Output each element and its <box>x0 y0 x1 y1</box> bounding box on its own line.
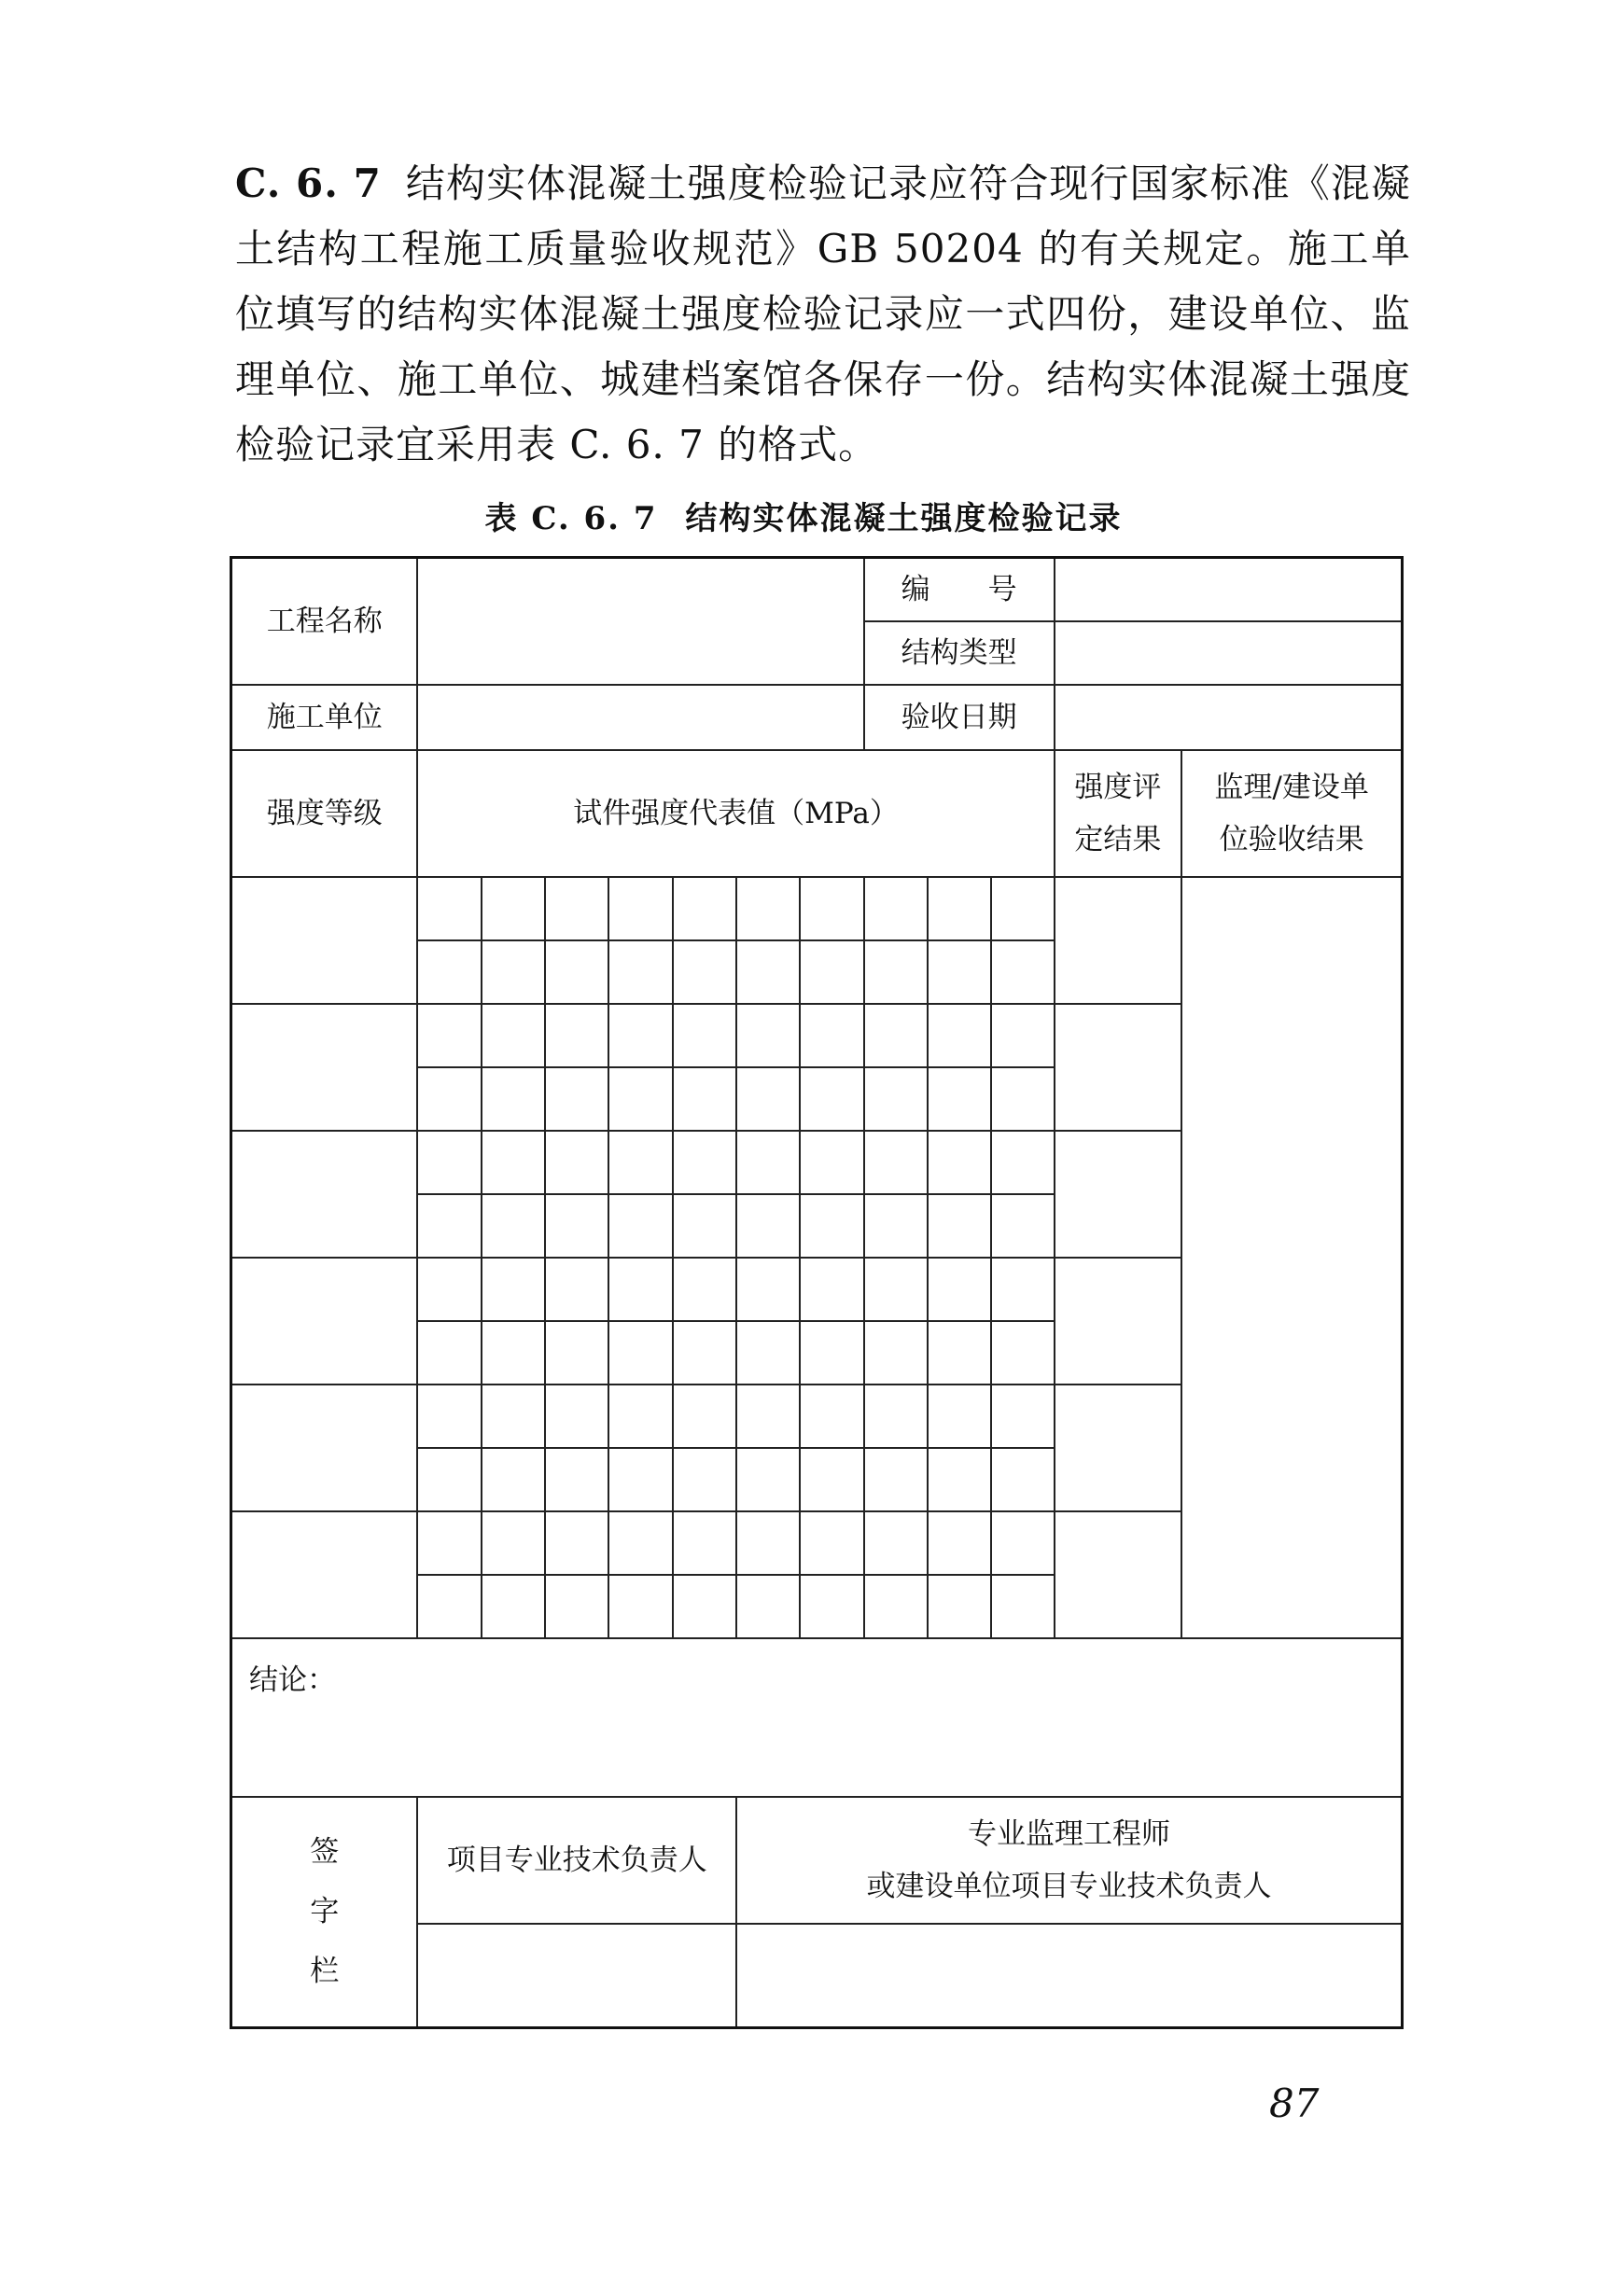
value-cell[interactable] <box>736 1385 800 1448</box>
serial-field[interactable] <box>1055 558 1403 621</box>
value-cell[interactable] <box>736 877 800 940</box>
constructor-label: 施工单位 <box>231 685 418 750</box>
tech-lead-signature-field[interactable] <box>417 1924 736 2028</box>
value-cell[interactable] <box>545 1067 608 1131</box>
acceptance-date-field[interactable] <box>1055 685 1403 750</box>
value-cell[interactable] <box>545 1258 608 1321</box>
value-cell[interactable] <box>736 1067 800 1131</box>
value-cell[interactable] <box>545 1194 608 1258</box>
value-cell[interactable] <box>928 1321 991 1385</box>
value-cell[interactable] <box>545 1321 608 1385</box>
value-cell[interactable] <box>608 1004 672 1067</box>
value-cell[interactable] <box>736 1511 800 1575</box>
structure-type-field[interactable] <box>1055 621 1403 685</box>
value-cell[interactable] <box>864 1004 928 1067</box>
conclusion-field[interactable] <box>231 1638 1403 1797</box>
value-cell[interactable] <box>800 1004 863 1067</box>
value-cell[interactable] <box>673 1448 736 1511</box>
signature-char-1: 签 <box>310 1835 340 1870</box>
value-cell[interactable] <box>864 940 928 1004</box>
value-cell[interactable] <box>482 1004 545 1067</box>
value-cell[interactable] <box>991 940 1054 1004</box>
grade-cell[interactable] <box>231 1511 418 1638</box>
value-cell[interactable] <box>417 1067 481 1131</box>
value-cell[interactable] <box>864 1067 928 1131</box>
value-cell[interactable] <box>736 1258 800 1321</box>
value-cell[interactable] <box>417 1258 481 1321</box>
value-cell[interactable] <box>991 1131 1054 1194</box>
value-cell[interactable] <box>482 1131 545 1194</box>
specimen-strength-label: 试件强度代表值（MPa） <box>417 750 1054 877</box>
value-cell[interactable] <box>928 877 991 940</box>
value-cell[interactable] <box>608 1321 672 1385</box>
inspection-record-table <box>230 556 1404 2029</box>
value-cell[interactable] <box>545 1575 608 1638</box>
value-cell[interactable] <box>545 940 608 1004</box>
grade-cell[interactable] <box>231 1385 418 1511</box>
value-cell[interactable] <box>417 1448 481 1511</box>
value-cell[interactable] <box>673 1131 736 1194</box>
value-cell[interactable] <box>482 940 545 1004</box>
project-name-field[interactable] <box>417 558 863 685</box>
value-cell[interactable] <box>928 1385 991 1448</box>
value-cell[interactable] <box>800 877 863 940</box>
value-cell[interactable] <box>417 1575 481 1638</box>
value-cell[interactable] <box>928 1131 991 1194</box>
value-cell[interactable] <box>864 1448 928 1511</box>
value-cell[interactable] <box>417 1131 481 1194</box>
value-cell[interactable] <box>608 1194 672 1258</box>
evaluation-cell[interactable] <box>1055 1131 1182 1258</box>
value-cell[interactable] <box>991 1004 1054 1067</box>
table-caption-number: 表 C. 6. 7 <box>484 500 658 537</box>
supervisor-signature-field[interactable] <box>736 1924 1403 2028</box>
value-cell[interactable] <box>800 1511 863 1575</box>
value-cell[interactable] <box>864 1385 928 1448</box>
value-cell[interactable] <box>928 1258 991 1321</box>
grade-cell[interactable] <box>231 1258 418 1385</box>
value-cell[interactable] <box>545 1448 608 1511</box>
value-cell[interactable] <box>608 1385 672 1448</box>
value-cell[interactable] <box>991 1194 1054 1258</box>
value-cell[interactable] <box>991 1321 1054 1385</box>
supervisor-engineer-label <box>736 1797 1403 1924</box>
value-cell[interactable] <box>928 1004 991 1067</box>
value-cell[interactable] <box>736 1575 800 1638</box>
evaluation-cell[interactable] <box>1055 877 1182 1004</box>
supervisor-result-cell[interactable] <box>1181 877 1402 1638</box>
value-cell[interactable] <box>608 877 672 940</box>
serial-label: 编 号 <box>864 558 1055 621</box>
value-cell[interactable] <box>545 1385 608 1448</box>
value-cell[interactable] <box>991 1511 1054 1575</box>
strength-grade-label: 强度等级 <box>231 750 418 877</box>
value-cell[interactable] <box>673 940 736 1004</box>
evaluation-cell[interactable] <box>1055 1385 1182 1511</box>
value-cell[interactable] <box>800 1131 863 1194</box>
value-cell[interactable] <box>800 1385 863 1448</box>
value-cell[interactable] <box>673 1321 736 1385</box>
value-cell[interactable] <box>608 1258 672 1321</box>
supervisor-result-label-line1: 监理/建设单 <box>1214 770 1369 804</box>
value-cell[interactable] <box>864 1575 928 1638</box>
value-cell[interactable] <box>482 1258 545 1321</box>
value-cell[interactable] <box>991 1448 1054 1511</box>
evaluation-label <box>1055 750 1182 877</box>
value-cell[interactable] <box>545 1131 608 1194</box>
value-cell[interactable] <box>928 940 991 1004</box>
supervisor-engineer-line2: 或建设单位项目专业技术负责人 <box>866 1869 1272 1903</box>
value-cell[interactable] <box>482 1194 545 1258</box>
value-cell[interactable] <box>673 1575 736 1638</box>
value-cell[interactable] <box>864 1131 928 1194</box>
value-cell[interactable] <box>991 1258 1054 1321</box>
value-cell[interactable] <box>482 877 545 940</box>
clause-number: C. 6. 7 <box>235 160 382 206</box>
clause-text: 结构实体混凝土强度检验记录应符合现行国家标准《混凝土结构工程施工质量验收规范》GB 50204 的有关规定。施工单位填写的结构实体混凝土强度检验记录应一式四份，建设单位、监理单位、施工单位、城建档案馆各保存一份。结构实体混凝土强度检验记录宜采用表 C. 6. 7 的格式。 <box>235 160 1411 467</box>
value-cell[interactable] <box>608 1511 672 1575</box>
value-cell[interactable] <box>991 877 1054 940</box>
value-cell[interactable] <box>545 1004 608 1067</box>
value-cell[interactable] <box>991 1575 1054 1638</box>
structure-type-label: 结构类型 <box>864 621 1055 685</box>
value-cell[interactable] <box>928 1067 991 1131</box>
grade-cell[interactable] <box>231 1004 418 1131</box>
value-cell[interactable] <box>864 1321 928 1385</box>
value-cell[interactable] <box>608 1448 672 1511</box>
grade-cell[interactable] <box>231 877 418 1004</box>
value-cell[interactable] <box>673 1258 736 1321</box>
value-cell[interactable] <box>608 1067 672 1131</box>
value-cell[interactable] <box>417 1385 481 1448</box>
value-cell[interactable] <box>545 1511 608 1575</box>
value-cell[interactable] <box>608 1575 672 1638</box>
value-cell[interactable] <box>928 1511 991 1575</box>
signature-char-2: 字 <box>310 1895 340 1929</box>
value-cell[interactable] <box>800 1258 863 1321</box>
evaluation-label-line2: 定结果 <box>1074 822 1162 856</box>
value-cell[interactable] <box>482 1067 545 1131</box>
acceptance-date-label: 验收日期 <box>864 685 1055 750</box>
value-cell[interactable] <box>673 1511 736 1575</box>
value-cell[interactable] <box>608 940 672 1004</box>
value-cell[interactable] <box>736 940 800 1004</box>
value-cell[interactable] <box>800 1067 863 1131</box>
value-cell[interactable] <box>417 1321 481 1385</box>
value-cell[interactable] <box>928 1194 991 1258</box>
constructor-field[interactable] <box>417 685 863 750</box>
supervisor-result-label <box>1181 750 1402 877</box>
value-cell[interactable] <box>928 1448 991 1511</box>
value-cell[interactable] <box>864 1258 928 1321</box>
value-cell[interactable] <box>736 1448 800 1511</box>
value-cell[interactable] <box>417 877 481 940</box>
project-name-label: 工程名称 <box>231 558 418 685</box>
supervisor-engineer-line1: 专业监理工程师 <box>968 1816 1170 1851</box>
value-cell[interactable] <box>800 1575 863 1638</box>
value-cell[interactable] <box>482 1448 545 1511</box>
evaluation-cell[interactable] <box>1055 1004 1182 1131</box>
value-cell[interactable] <box>864 1511 928 1575</box>
value-cell[interactable] <box>482 1385 545 1448</box>
value-cell[interactable] <box>736 1131 800 1194</box>
evaluation-cell[interactable] <box>1055 1258 1182 1385</box>
evaluation-cell[interactable] <box>1055 1511 1182 1638</box>
value-cell[interactable] <box>482 1575 545 1638</box>
value-cell[interactable] <box>800 1194 863 1258</box>
value-cell[interactable] <box>800 1321 863 1385</box>
value-cell[interactable] <box>864 877 928 940</box>
value-cell[interactable] <box>673 1385 736 1448</box>
value-cell[interactable] <box>800 1448 863 1511</box>
page-number: 87 <box>1269 2080 1320 2126</box>
value-cell[interactable] <box>673 877 736 940</box>
value-cell[interactable] <box>928 1575 991 1638</box>
value-cell[interactable] <box>736 1004 800 1067</box>
conclusion-label: 结论： <box>249 1663 336 1697</box>
clause-paragraph <box>235 151 1411 478</box>
table-caption-title: 结构实体混凝土强度检验记录 <box>685 500 1123 537</box>
value-cell[interactable] <box>673 1004 736 1067</box>
tech-lead-label: 项目专业技术负责人 <box>417 1797 736 1924</box>
value-cell[interactable] <box>864 1194 928 1258</box>
value-cell[interactable] <box>417 1194 481 1258</box>
value-cell[interactable] <box>608 1131 672 1194</box>
value-cell[interactable] <box>417 1004 481 1067</box>
table-row <box>231 877 1403 940</box>
value-cell[interactable] <box>736 1321 800 1385</box>
value-cell[interactable] <box>482 1321 545 1385</box>
value-cell[interactable] <box>545 877 608 940</box>
signature-label <box>231 1797 418 2028</box>
value-cell[interactable] <box>673 1067 736 1131</box>
signature-char-3: 栏 <box>310 1955 340 1989</box>
value-cell[interactable] <box>482 1511 545 1575</box>
value-cell[interactable] <box>673 1194 736 1258</box>
evaluation-label-line1: 强度评 <box>1074 770 1162 804</box>
value-cell[interactable] <box>736 1194 800 1258</box>
value-cell[interactable] <box>800 940 863 1004</box>
value-cell[interactable] <box>417 1511 481 1575</box>
value-cell[interactable] <box>991 1067 1054 1131</box>
table-caption <box>0 493 1607 538</box>
grade-cell[interactable] <box>231 1131 418 1258</box>
value-cell[interactable] <box>417 940 481 1004</box>
supervisor-result-label-line2: 位验收结果 <box>1219 822 1364 856</box>
value-cell[interactable] <box>991 1385 1054 1448</box>
